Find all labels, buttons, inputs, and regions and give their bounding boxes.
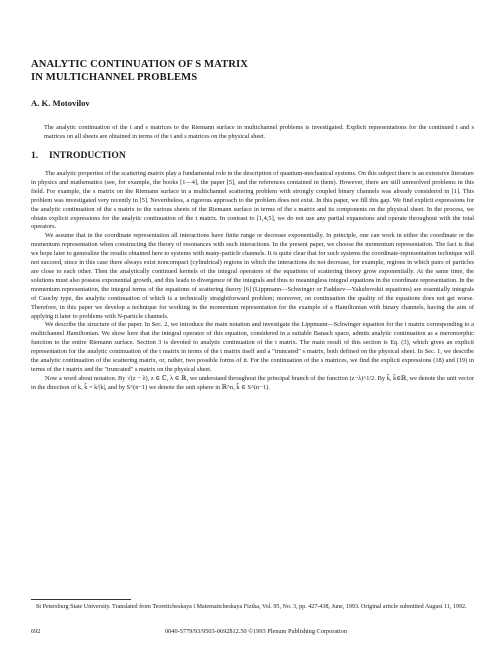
paper-title (31, 58, 471, 84)
section-title: INTRODUCTION (49, 150, 126, 161)
paragraph-3: We describe the structure of the paper. In Sec. 2, we introduce the main notation and investigate the Lippmann—Schwinger equation for the t matrix corresponding to a multichannel Hamiltonian. We show here that the integral operator of this equation, considered in a suitable Banach space, admits analytic continuation as a meromorphic function to the entire Riemann surface. Section 3 is devoted to analytic continuation of the t matrix. The main result of this section is Eq. (3), which gives an explicit representation for the analytic continuation of the t matrix in terms of the t matrix itself and a "truncated" s matrix, both defined on the physical sheet. In Sec. 1, we describe the analytic continuation of the scattering matrix, or, rather, two possible forms of it. For the continuation of the s matrices, we find the explicit expressions (18) and (19) in terms of the t matrix and the "truncated" s matrix on the physical sheet. (31, 321, 474, 373)
author-name: A. K. Motovilov (31, 98, 90, 108)
paragraph-2: We assume that in the coordinate representation all interactions have finite range or decrease exponentially. In principle, one can work in either the coordinate or the momentum representation when constructing the theory of resonances with such interactions. In the present paper, we choose the momentum representation. The fact is that we hope later to generalize the results obtained here to systems with many-particle channels. It is quite clear that for such systems the coordinate-representation technique will not succeed, since in this case there always exist noncompact (cylindrical) regions in which the interactions do not decrease, for example, regions in which pairs of particles are close to each other. Then the analytically continued kernels of the integral operators of the equations of scattering theory grow exponentially. At the same time, the solutions must also possess exponential growth, and this leads to divergence of the integrals and thus to meaningless integral equations in the coordinate representation. In the momentum representation, the integral terms of the equations of scattering theory [6] (Lippmann—Schwinger or Faddeev—Yakubovskii equations) are essentially integrals of Cauchy type, the analytic continuation of which is a technically straightforward problem; moreover, on continuation the quality of the equations does not get worse. Therefore, in this paper we develop a technique for working in the momentum representation for the example of a Hamiltonian with binary channels, having the aim of applying it later to problems with N-particle channels. (31, 232, 474, 320)
title-line-1: ANALYTIC CONTINUATION OF S MATRIX (31, 59, 248, 70)
copyright-line: 0040-5779/93/9503-0692$12.50 ©1993 Plenum Publishing Corporation (165, 628, 347, 635)
footnote-divider (31, 599, 131, 600)
section-number: 1. (31, 150, 39, 161)
paragraph-1: The analytic properties of the scattering matrix play a fundamental role in the description of quantum-mechanical systems. On this subject there is an extensive literature in physics and mathematics (see, for example, the books [1—4], the paper [5], and the references contained in them). However, there are still unresolved problems in this field. For example, the s matrix on the Riemann surface in a multichannel scattering problem with strongly coupled binary channels was already considered in [1]. This problem was investigated very recently in [5]. Nevertheless, a rigorous approach to the problem does not exist. In this paper, we fill this gap. We find explicit expressions for the analytic continuation of the s matrix to the various sheets of the Riemann surface in terms of the s matrix and its components on the physical sheet. In the process, we obtain explicit expressions for the analytic continuation of the t matrix. In contrast to [1,4,5], we do not use any partial expansions and operate throughout with the total operators. (31, 170, 474, 231)
title-line-2: IN MULTICHANNEL PROBLEMS (31, 72, 198, 83)
paragraph-4: Now a word about notation. By √(z − λ), z ∈ ℂ, λ ∈ ℝ, we understand throughout the principal branch of the function (z−λ)^1/2. By k̂, k̂∈ℝ, we denote the unit vector in the direction of k, k̂ = k/|k|, and by S^(n−1) we denote the unit sphere in ℝ^n, k̂ ∈ S^(n−1). (31, 374, 474, 391)
footnote: St Petersburg State University. Translated from Teoreticheskaya i Matematicheskaya Fizika, Vol. 95, No. 3, pp. 427-438, June, 1993. Original article submitted August 11, 1992. (36, 604, 467, 610)
page-number: 692 (31, 628, 41, 635)
abstract: The analytic continuation of the t and s matrices to the Riemann surface in multichannel problems is investigated. Explicit representations for the continued t and s matrices on all sheets are obtained in terms of the t and s matrices on the physical sheet. (44, 124, 474, 140)
body-text (31, 170, 474, 393)
section-heading (31, 150, 126, 161)
